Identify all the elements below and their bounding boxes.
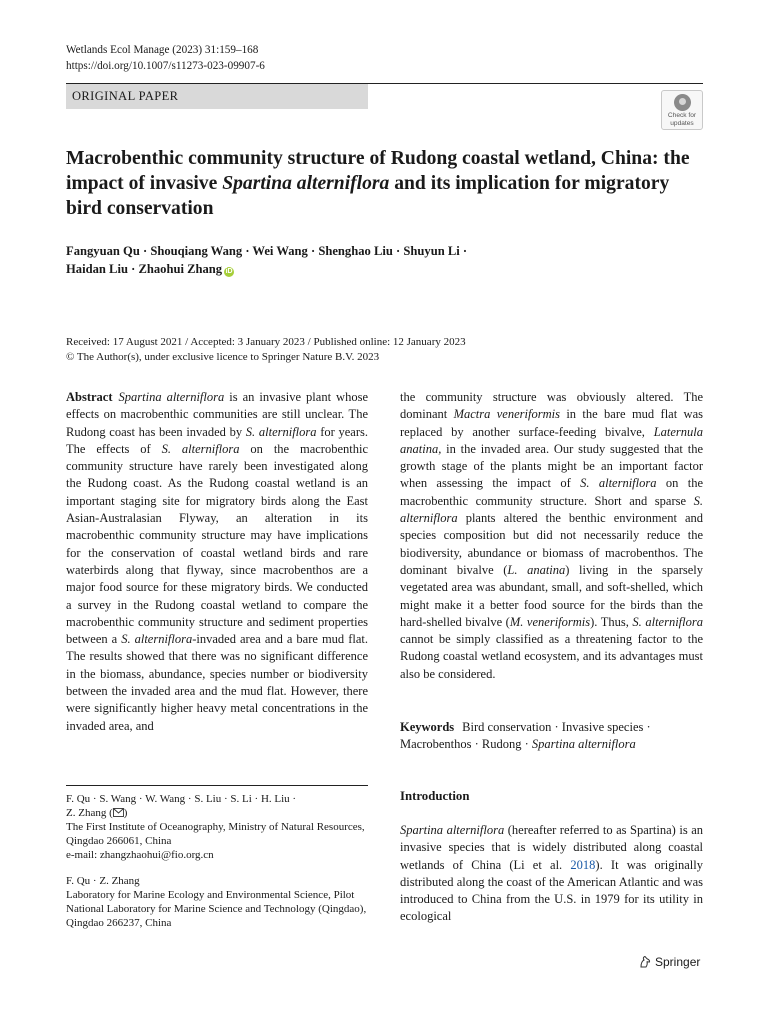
abstract-right-column [400, 389, 703, 683]
authors-line-2: Haidan Liu · Zhaohui Zhang [66, 262, 223, 276]
keywords [400, 719, 703, 754]
publisher-footer [638, 954, 700, 970]
publisher-name: Springer [655, 955, 701, 969]
envelope-icon[interactable] [113, 808, 124, 817]
citation-link[interactable]: 2018 [570, 857, 596, 872]
keywords-label: Keywords [400, 720, 455, 734]
affiliation-2 [66, 874, 368, 930]
contact-email[interactable]: e-mail: zhangzhaohui@fio.org.cn [66, 849, 214, 861]
journal-citation: Wetlands Ecol Manage (2023) 31:159–168 [66, 44, 259, 56]
affiliation-1: F. Qu · S. Wang · W. Wang · S. Liu · S. Li · H. Liu · Z. Zhang ( ) The First Institute of Oceanography, Ministry of Natural Resources, Qingdao 266061, China e-mail: zhangzhaohui@fio.org.cn [66, 792, 368, 862]
check-updates-label: Check for updates [667, 112, 697, 127]
check-updates-icon [674, 94, 691, 111]
orcid-icon[interactable]: iD [225, 268, 233, 275]
abstract-text-right: the community structure was obviously altered. The dominant Mactra veneriformis in the bare mud flat was replaced by another surface-feeding bivalve, Laternula anatina, in the invaded area. Our study suggested that the growth stage of the plants might be an important factor when assessing the impact of S. alterniflora on the macrobenthic community structure. Short and sparse S. alterniflora plants altered the benthic environment and species composition but did not necessarily reduce the biodiversity, abundance or biomass of macrobenthos. The dominant bivalve (L. anatina) living in the sparsely vegetated area was abundant, small, and soft-shelled, which might make it a better food source for the birds than the hard-shelled bivalve (M. veneriformis). Thus, S. alterniflora cannot be simply classified as a threatening factor to the Rudong coastal wetland ecosystem, and its advantages must also be considered. [400, 390, 704, 681]
affiliation-1-institute: The First Institute of Oceanography, Ministry of Natural Resources, Qingdao 266061, China [66, 821, 365, 847]
affiliation-2-authors: F. Qu · Z. Zhang [66, 875, 140, 887]
article-title: Macrobenthic community structure of Rudong coastal wetland, China: the impact of invasive Spartina alterniflora and its implication for migratory bird conservation [66, 148, 690, 219]
affiliation-2-institute: Laboratory for Marine Ecology and Environmental Science, Pilot National Laboratory for Marine Science and Technology (Qingdao), Qingdao 266237, China [66, 889, 367, 929]
keywords-italic: Spartina alterniflora [531, 737, 636, 752]
introduction-paragraph: Spartina alterniflora (hereafter referred to as Spartina) is an invasive species that is widely distributed along coastal wetlands of China (Li et al. 2018). It was originally distributed along the coast of the American Atlantic and was introduced to China from the U.S. in 1979 for its utility in ecological [400, 823, 704, 924]
keywords-text: Bird conservation · Invasive species · Macrobenthos · Rudong · [400, 720, 651, 752]
doi-link[interactable]: https://doi.org/10.1007/s11273-023-09907-6 [66, 60, 265, 72]
article-type-ribbon: ORIGINAL PAPER [66, 84, 368, 109]
journal-header [66, 42, 265, 74]
footnote-rule [66, 785, 368, 786]
check-for-updates-badge[interactable] [661, 90, 703, 130]
affiliation-1-authors: F. Qu · S. Wang · W. Wang · S. Liu · S. Li · H. Liu · [66, 793, 297, 805]
introduction-heading: Introduction [400, 789, 470, 803]
springer-horse-icon [638, 955, 652, 969]
author-list [66, 242, 706, 278]
abstract-text-left: Spartina alterniflora is an invasive plant whose effects on macrobenthic communities are still unclear. The Rudong coast has been invaded by S. alterniflora for years. The effects of S. alterniflora on the macrobenthic community structure have rarely been investigated along the Rudong coast. As the Rudong coastal wetland is an important staging site for migratory birds along the East Asian-Australasian Flyway, an alteration in its macrobenthic community structure may have implications for the conservation of coastal wetland birds and rare waterbirds along that flyway, since macrobenthos are a major food source for these migratory birds. We conducted a survey in the Rudong coastal wetland to compare the macrobenthic community structure and sediment properties between a S. alterniflora-invaded area and a bare mud flat. The results showed that there was no significant difference in the biomass, abundance, species number or biodiversity between the invaded area and the mud flat. However, there were significantly higher heavy metal concentrations in the invaded area, and [66, 390, 368, 733]
publication-dates [66, 335, 706, 365]
abstract-left-column [66, 389, 368, 735]
dates-line: Received: 17 August 2021 / Accepted: 3 January 2023 / Published online: 12 January 2023 [66, 336, 466, 348]
copyright-line: © The Author(s), under exclusive licence to Springer Nature B.V. 2023 [66, 351, 380, 363]
corresponding-author: Z. Zhang ( [66, 807, 113, 819]
abstract-label: Abstract [66, 390, 113, 404]
authors-line-1: Fangyuan Qu · Shouqiang Wang · Wei Wang · Shenghao Liu · Shuyun Li · [66, 244, 468, 258]
